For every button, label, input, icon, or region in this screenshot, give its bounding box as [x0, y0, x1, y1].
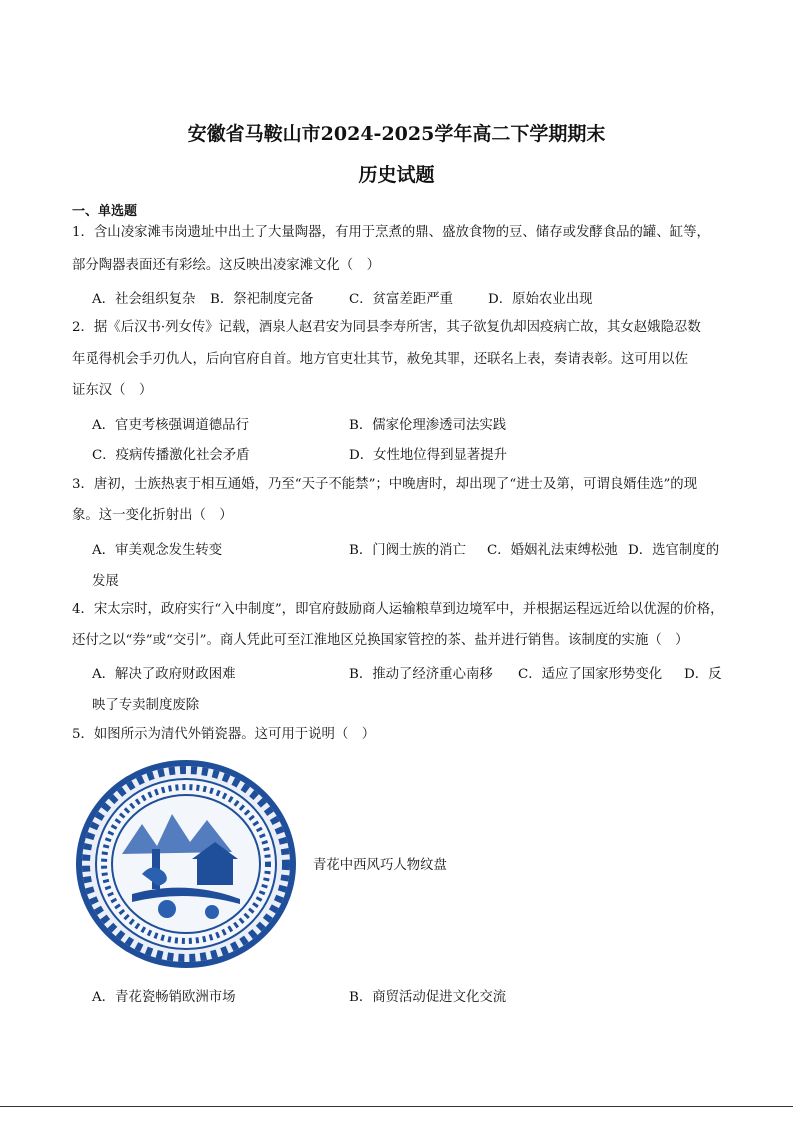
- option-c: C．疫病传播激化社会矛盾: [92, 448, 250, 463]
- option-a: A．官吏考核强调道德品行: [92, 418, 249, 433]
- option-c: C．婚姻礼法束缚松弛: [487, 543, 618, 558]
- option-a: A．解决了政府财政困难: [92, 667, 236, 682]
- page-subtitle: 历史试题: [358, 164, 435, 186]
- option-a: A．社会组织复杂: [92, 292, 196, 307]
- question-line: 象。这一变化折射出（ ）: [72, 508, 233, 523]
- option-b: B．门阀士族的消亡: [349, 543, 466, 558]
- question-line: 部分陶器表面还有彩绘。这反映出凌家滩文化（ ）: [72, 258, 380, 273]
- question-line: 还付之以“券”或“交引”。商人凭此可至江淮地区兑换国家管控的茶、盐并进行销售。该制度的实施（ ）: [72, 633, 689, 648]
- section-heading: 一、单选题: [72, 204, 138, 219]
- question-line: 4．宋太宗时，政府实行“入中制度”，即官府鼓励商人运输粮草到边境军中，并根据运程远近给以优渥的价格，: [72, 602, 724, 617]
- option-b: B．祭祀制度完备: [210, 292, 314, 307]
- option-b: B．儒家伦理渗透司法实践: [349, 418, 507, 433]
- question-line: 年觅得机会手刃仇人，后向官府自首。地方官吏壮其节，赦免其罪，还联名上表，奏请表彰。这可用以佐: [72, 352, 688, 367]
- option-a: A．青花瓷畅销欧洲市场: [92, 990, 236, 1005]
- option-c: C．贫富差距严重: [349, 292, 453, 307]
- question-line: 3．唐初，士族热衷于相互通婚，乃至“天子不能禁”；中晚唐时，却出现了“进士及第，可谓良婿佳选”的现: [72, 477, 698, 492]
- option-b: B．商贸活动促进文化交流: [349, 990, 507, 1005]
- porcelain-plate-image: [72, 754, 298, 970]
- option-d: D．选官制度的: [628, 543, 720, 558]
- option-c: C．适应了国家形势变化: [518, 667, 663, 682]
- question-line: 1．含山凌家滩韦岗遗址中出土了大量陶器，有用于烹煮的鼎、盛放食物的豆、储存或发酵食品的罐、缸等，: [72, 225, 710, 240]
- page-bottom-rule: [0, 1106, 793, 1107]
- page-title: 安徽省马鞍山市2024-2025学年高二下学期期末: [187, 123, 606, 145]
- image-caption: 青花中西风巧人物纹盘: [313, 858, 447, 873]
- question-line: 证东汉（ ）: [72, 383, 153, 398]
- option-b: B．推动了经济重心南移: [349, 667, 493, 682]
- option-d-continued: 发展: [92, 574, 119, 589]
- option-d: D．女性地位得到显著提升: [349, 448, 508, 463]
- option-d: D．原始农业出现: [488, 292, 593, 307]
- option-d-continued: 映了专卖制度废除: [92, 698, 200, 713]
- option-a: A．审美观念发生转变: [92, 543, 223, 558]
- question-line: 5．如图所示为清代外销瓷器。这可用于说明（ ）: [72, 727, 376, 742]
- option-d: D．反: [684, 667, 722, 682]
- question-line: 2．据《后汉书·列女传》记载，酒泉人赵君安为同县李寿所害，其子欲复仇却因疫病亡故，其女赵娥隐忍数: [72, 320, 701, 335]
